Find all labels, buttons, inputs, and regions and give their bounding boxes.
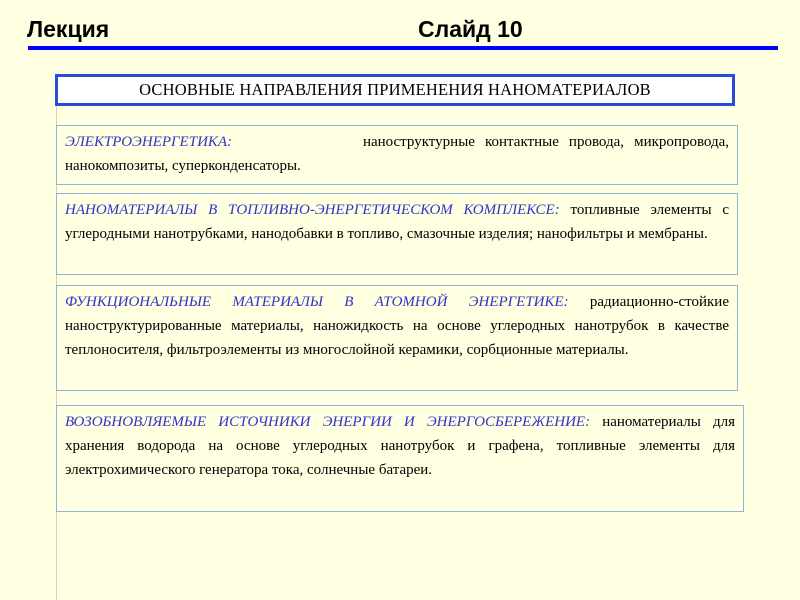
card-body: радиационно-стойкие наноструктурированные материалы, наножидкость на основе углеродных нанотрубок в качестве теплоносителя, фильтроэлементы из многослойной керамики, сорбционные материалы. [65,294,729,358]
card-fuel-energy-complex [56,193,738,275]
card-heading: НАНОМАТЕРИАЛЫ В ТОПЛИВНО-ЭНЕРГЕТИЧЕСКОМ КОМПЛЕКСЕ: [65,202,560,218]
card-body: наноструктурные контактные провода, микропровода, нанокомпозиты, суперконденсаторы. [65,134,730,174]
card-electric-power [56,125,738,185]
card-heading: ЭЛЕКТРОЭНЕРГЕТИКА: [65,134,233,150]
slide-number-label: Слайд 10 [418,16,523,42]
main-title: ОСНОВНЫЕ НАПРАВЛЕНИЯ ПРИМЕНЕНИЯ НАНОМАТЕРИАЛОВ [139,80,651,99]
card-body: топливные элементы с углеродными нанотрубками, нанодобавки в топливо, смазочные изделия; нанофильтры и мембраны. [65,202,730,242]
card-heading: ФУНКЦИОНАЛЬНЫЕ МАТЕРИАЛЫ В АТОМНОЙ ЭНЕРГЕТИКЕ: [65,294,569,310]
card-renewable-energy [56,405,744,512]
header-divider [28,46,778,50]
card-nuclear-energy [56,285,738,391]
card-body: наноматериалы для хранения водорода на основе углеродных нанотрубок и графена, топливные элементы для электрохимического генератора тока, солнечные батареи. [65,414,735,478]
main-title-box [55,74,735,106]
lecture-label: Лекция [27,16,110,42]
card-heading: ВОЗОБНОВЛЯЕМЫЕ ИСТОЧНИКИ ЭНЕРГИИ И ЭНЕРГОСБЕРЕЖЕНИЕ: [65,414,591,430]
